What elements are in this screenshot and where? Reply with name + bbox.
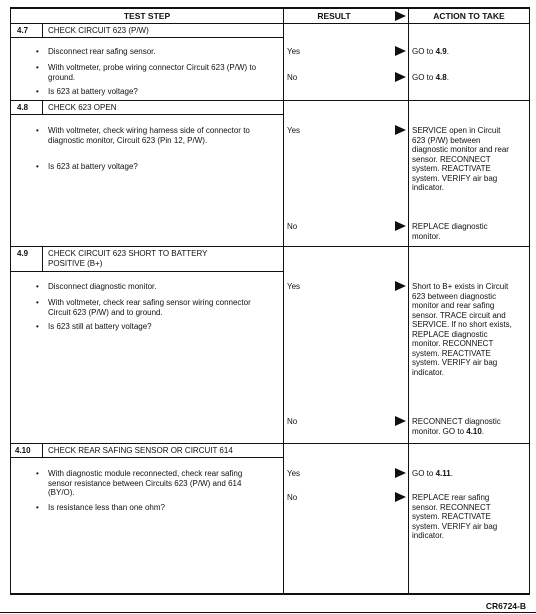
- action-text: [412, 417, 524, 436]
- bullet-text: Is 623 still at battery voltage?: [48, 322, 152, 331]
- result-arrow-icon: [395, 281, 406, 291]
- step-4-7-num-divider: [42, 23, 43, 38]
- result-arrow-icon: [395, 468, 406, 478]
- bullet-dot: •: [36, 298, 39, 307]
- action-text-suffix: .: [450, 469, 453, 478]
- bullet-dot: •: [36, 47, 39, 56]
- result-arrow-icon: [395, 416, 406, 426]
- result-no: No: [287, 222, 298, 231]
- action-step-reference: 4.9: [435, 47, 447, 56]
- action-text-suffix: .: [446, 47, 449, 56]
- result-arrow-icon: [395, 72, 406, 82]
- header-test-step: TEST STEP: [123, 11, 171, 21]
- bullet-dot: •: [36, 322, 39, 331]
- action-text: REPLACE rear safing sensor. RECONNECT system. REACTIVATE system. VERIFY air bag indicator.: [412, 493, 498, 540]
- result-no: No: [287, 73, 298, 82]
- table-bottom-border: [10, 593, 530, 595]
- step-4-10-num-divider: [42, 443, 43, 458]
- step-title: CHECK 623 OPEN: [48, 103, 117, 112]
- page-bottom-rule: [0, 612, 536, 613]
- bullet-text: Is 623 at battery voltage?: [48, 87, 138, 96]
- table-left-border: [10, 7, 11, 594]
- header-bottom-border: [10, 23, 530, 24]
- step-number: 4.7: [17, 26, 29, 35]
- action-step-reference: 4.11: [435, 469, 451, 478]
- bullet-text: With diagnostic module reconnected, check rear safing sensor resistance between Circuits 623 (P/W) and 614 (BY/O).: [48, 469, 243, 497]
- result-yes: Yes: [287, 469, 301, 478]
- action-column-divider: [408, 7, 409, 594]
- result-arrow-icon: [395, 125, 406, 135]
- action-text: [412, 47, 522, 57]
- header-arrow-icon: [395, 11, 406, 21]
- result-yes: Yes: [287, 126, 301, 135]
- action-text: REPLACE diagnostic monitor.: [412, 222, 488, 241]
- bullet-text: Is resistance less than one ohm?: [48, 503, 165, 512]
- step-number: 4.9: [17, 249, 29, 258]
- table-right-border: [529, 7, 530, 594]
- step-title: CHECK CIRCUIT 623 (P/W): [48, 26, 149, 35]
- bullet-text: Disconnect rear safing sensor.: [48, 47, 156, 56]
- action-text-prefix: RECONNECT diagnostic monitor. GO to: [412, 417, 501, 436]
- result-yes: Yes: [287, 47, 301, 56]
- step-4-8-top-border: [10, 100, 530, 101]
- bullet-dot: •: [36, 126, 39, 135]
- figure-code: CR6724-B: [485, 601, 526, 611]
- header-action: ACTION TO TAKE: [433, 11, 505, 21]
- step-4-9-num-divider: [42, 246, 43, 272]
- step-4-8-num-divider: [42, 100, 43, 115]
- header-result: RESULT: [317, 11, 351, 21]
- bullet-text: With voltmeter, check wiring harness side of connector to diagnostic monitor, Circuit 623 (Pin 12, P/W).: [48, 126, 250, 145]
- action-text: [412, 469, 522, 479]
- step-4-9-top-border: [10, 246, 530, 247]
- result-no: No: [287, 493, 298, 502]
- bullet-dot: •: [36, 469, 39, 478]
- bullet-dot: •: [36, 87, 39, 96]
- result-arrow-icon: [395, 46, 406, 56]
- step-4-9-title-underline: [10, 271, 284, 272]
- action-text-prefix: GO to: [412, 73, 436, 82]
- bullet-text: Disconnect diagnostic monitor.: [48, 282, 157, 291]
- step-number: 4.10: [15, 446, 31, 455]
- step-4-10-title-underline: [10, 457, 284, 458]
- result-arrow-icon: [395, 492, 406, 502]
- action-text: SERVICE open in Circuit 623 (P/W) between diagnostic monitor and rear sensor. RECONNECT system. REACTIVATE system. VERIFY air bag indicator.: [412, 126, 509, 192]
- step-title-line-2: POSITIVE (B+): [48, 259, 103, 268]
- bullet-dot: •: [36, 503, 39, 512]
- result-no: No: [287, 417, 298, 426]
- bullet-dot: •: [36, 63, 39, 72]
- bullet-dot: •: [36, 282, 39, 291]
- result-yes: Yes: [287, 282, 301, 291]
- action-text-prefix: GO to: [412, 469, 436, 478]
- step-title: CHECK REAR SAFING SENSOR OR CIRCUIT 614: [48, 446, 233, 455]
- action-text-suffix: .: [481, 426, 485, 436]
- result-column-divider: [283, 7, 284, 594]
- step-4-8-title-underline: [10, 114, 284, 115]
- step-number: 4.8: [17, 103, 29, 112]
- bullet-text: With voltmeter, check rear safing sensor wiring connector Circuit 623 (P/W) and to ground.: [48, 298, 251, 317]
- action-text-suffix: .: [446, 73, 449, 82]
- action-text: [412, 73, 522, 83]
- result-arrow-icon: [395, 221, 406, 231]
- step-title-line-1: CHECK CIRCUIT 623 SHORT TO BATTERY: [48, 249, 208, 258]
- action-text: Short to B+ exists in Circuit 623 between diagnostic monitor and rear safing sensor. TRACE circuit and SERVICE. If no short exists, REPLACE diagnostic monitor. RECONNECT system. REACTIVATE system. VERIFY air bag indicator.: [412, 282, 512, 377]
- bullet-text: With voltmeter, probe wiring connector Circuit 623 (P/W) to ground.: [48, 63, 257, 82]
- action-step-reference: 4.8: [435, 73, 447, 82]
- step-4-7-title-underline: [10, 37, 284, 38]
- action-step-reference: 4.10: [466, 426, 482, 436]
- bullet-dot: •: [36, 162, 39, 171]
- step-4-10-top-border: [10, 443, 530, 444]
- bullet-text: Is 623 at battery voltage?: [48, 162, 138, 171]
- table-top-border: [10, 7, 530, 9]
- action-text-prefix: GO to: [412, 47, 436, 56]
